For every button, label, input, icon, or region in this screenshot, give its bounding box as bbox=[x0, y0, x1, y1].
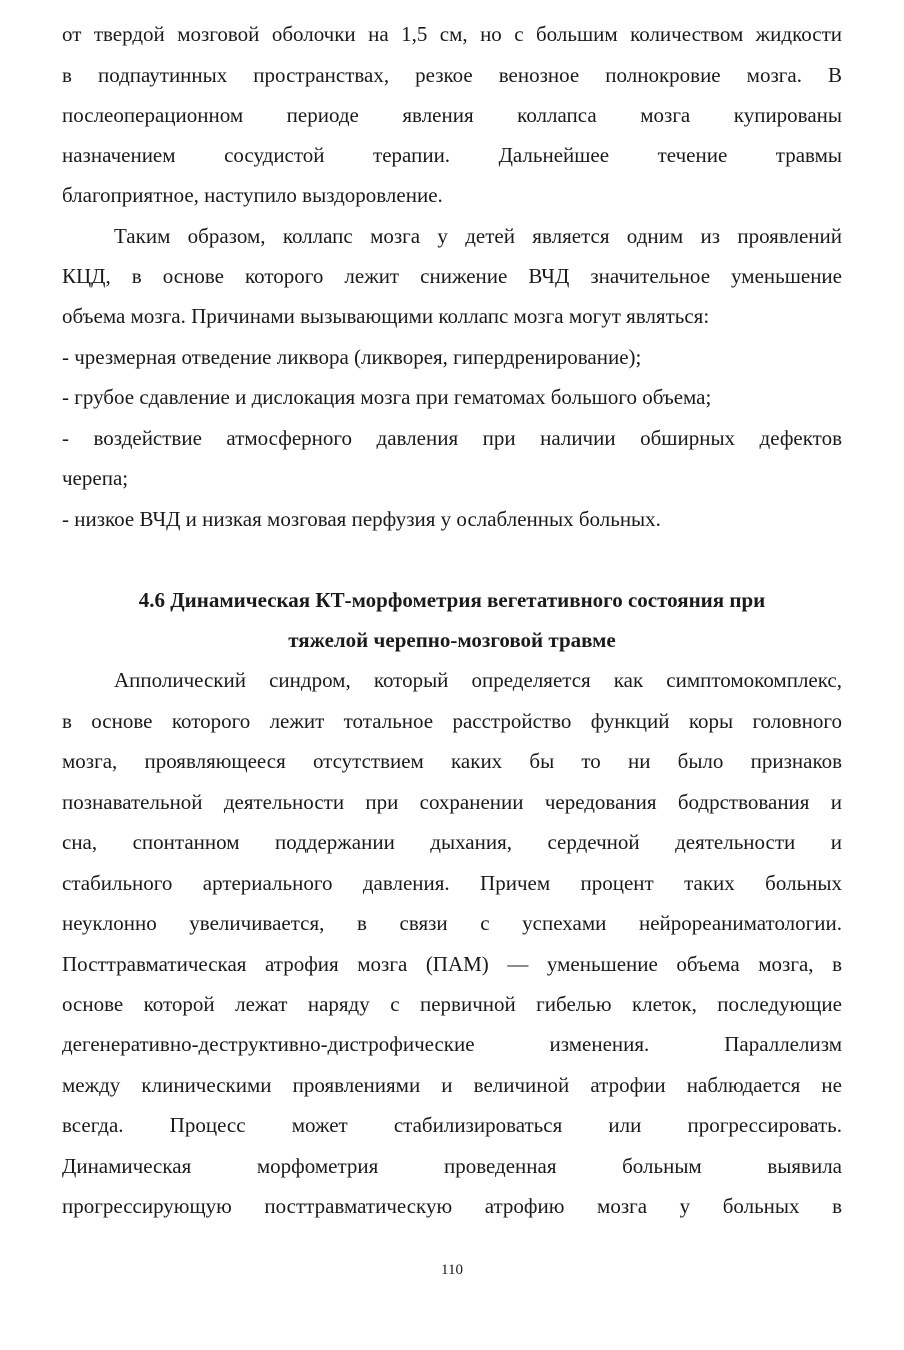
text-line: от твердой мозговой оболочки на 1,5 см, но с большим количеством жидкости bbox=[62, 22, 842, 46]
text-line: дегенеративно-деструктивно-дистрофические изменения. Параллелизм bbox=[62, 1032, 842, 1056]
list-item-continuation: черепа; bbox=[62, 466, 129, 490]
text-line: сна, спонтанном поддержании дыхания, сердечной деятельности и bbox=[62, 830, 842, 854]
text-line: познавательной деятельности при сохранении чередования бодрствования и bbox=[62, 790, 842, 814]
text-line: мозга, проявляющееся отсутствием каких бы то ни было признаков bbox=[62, 749, 842, 773]
text-line: Таким образом, коллапс мозга у детей является одним из проявлений bbox=[114, 224, 842, 248]
page-number: 110 bbox=[441, 1262, 463, 1278]
text-line: Посттравматическая атрофия мозга (ПАМ) — уменьшение объема мозга, в bbox=[62, 952, 842, 976]
list-item: - воздействие атмосферного давления при наличии обширных дефектов bbox=[62, 426, 842, 450]
section-heading: 4.6 Динамическая КТ-морфометрия вегетативного состояния при bbox=[138, 588, 766, 612]
text-line: основе которой лежат наряду с первичной гибелью клеток, последующие bbox=[62, 992, 842, 1016]
text-line: назначением сосудистой терапии. Дальнейшее течение травмы bbox=[62, 143, 842, 167]
text-line: в основе которого лежит тотальное расстройство функций коры головного bbox=[62, 709, 842, 733]
text-line: КЦД, в основе которого лежит снижение ВЧД значительное уменьшение bbox=[62, 264, 842, 288]
text-line: благоприятное, наступило выздоровление. bbox=[62, 183, 443, 207]
text-line: объема мозга. Причинами вызывающими коллапс мозга могут являться: bbox=[62, 304, 710, 328]
list-item: - низкое ВЧД и низкая мозговая перфузия у ослабленных больных. bbox=[62, 507, 661, 531]
text-line: между клиническими проявлениями и величиной атрофии наблюдается не bbox=[62, 1073, 842, 1097]
text-line: послеоперационном периоде явления коллапса мозга купированы bbox=[62, 103, 842, 127]
text-line: Динамическая морфометрия проведенная больным выявила bbox=[62, 1154, 842, 1178]
list-item: - грубое сдавление и дислокация мозга при гематомах большого объема; bbox=[62, 385, 712, 409]
text-line: Апполический синдром, который определяется как симптомокомплекс, bbox=[114, 668, 842, 692]
text-line: всегда. Процесс может стабилизироваться или прогрессировать. bbox=[62, 1113, 842, 1137]
text-line: стабильного артериального давления. Причем процент таких больных bbox=[62, 871, 842, 895]
list-item: - чрезмерная отведение ликвора (ликворея, гипердренирование); bbox=[62, 345, 642, 369]
text-line: прогрессирующую посттравматическую атрофию мозга у больных в bbox=[62, 1194, 842, 1218]
section-heading: тяжелой черепно-мозговой травме bbox=[288, 628, 616, 652]
text-line: в подпаутинных пространствах, резкое венозное полнокровие мозга. В bbox=[62, 63, 842, 87]
text-line: неуклонно увеличивается, в связи с успехами нейрореаниматологии. bbox=[62, 911, 842, 935]
